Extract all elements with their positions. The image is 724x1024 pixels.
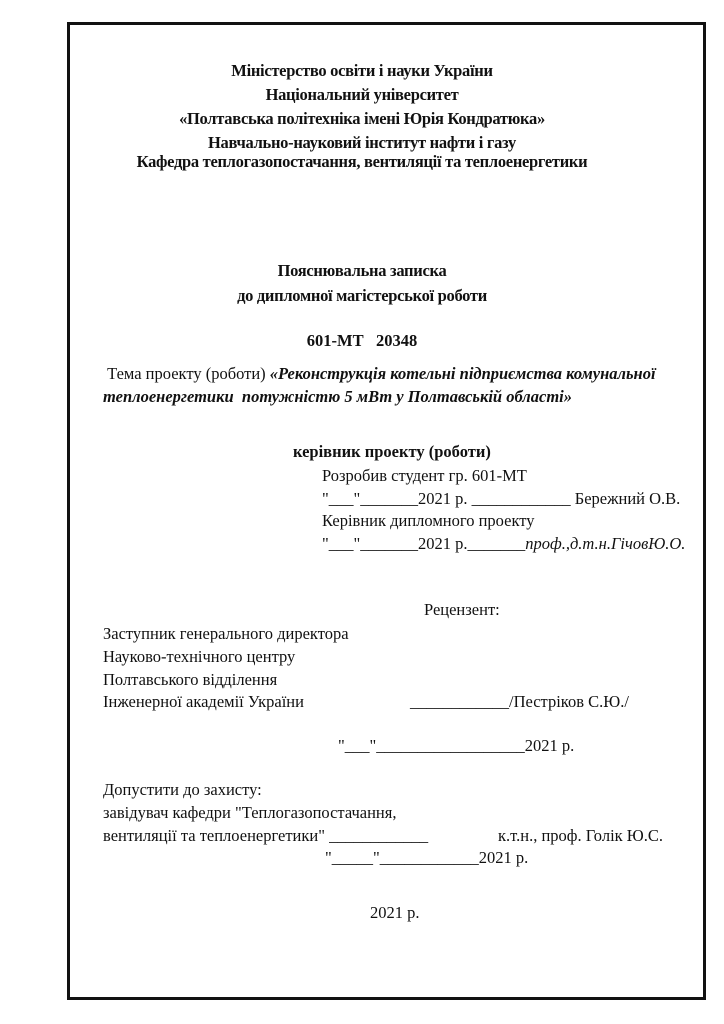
reviewer-position-line: Науково-технічного центру [103,647,296,666]
topic-value-part-2: теплоенергетики потужністю 5 мВт у Полтавській області» [103,387,573,406]
supervisor-heading: керівник проекту (роботи) [293,442,491,461]
topic-label: Тема проекту (роботи) [103,364,270,383]
topic-line-1 [103,364,697,384]
supervisor-signature-line [322,534,685,554]
university-name-line: «Полтавська політехніка імені Юрія Кондратюка» [179,109,545,128]
reviewer-date-line: "___"__________________2021 р. [338,736,575,755]
reviewer-signature: ____________/Пестріков С.Ю./ [410,692,629,711]
student-label: Розробив студент гр. 601-МТ [322,466,527,485]
footer-year: 2021 р. [370,903,420,922]
admission-line-2: вентиляції та теплоенергетики" ____________ [103,826,429,845]
reviewer-heading: Рецензент: [424,600,500,619]
supervisor-label: Керівник дипломного проекту [322,511,535,530]
document-title: Пояснювальна записка [277,261,447,280]
reviewer-position-line: Заступник генерального директора [103,624,349,643]
university-line: Національний університет [265,85,459,104]
admission-heading: Допустити до захисту: [103,780,262,799]
student-signature-line: "___"_______2021 р. ____________ Бережний О.В. [322,489,681,508]
admission-line-1: завідувач кафедри "Теплогазопостачання, [103,803,397,822]
supervisor-sign-prefix: "___"_______2021 р._______ [322,534,526,553]
admission-date-line: "_____"____________2021 р. [325,848,529,867]
department-line: Кафедра теплогазопостачання, вентиляції та теплоенергетики [136,152,588,171]
reviewer-position-line: Інженерної академії України [103,692,304,711]
ministry-line: Міністерство освіти і науки України [231,61,493,80]
document-code: 601-МТ 20348 [306,331,418,350]
document-subtitle: до дипломної магістерської роботи [237,286,487,305]
topic-value-part-1: «Реконструкція котельні підприємства комунальної [269,364,656,383]
reviewer-position-line: Полтавського відділення [103,670,278,689]
department-head-name: к.т.н., проф. Голік Ю.С. [498,826,664,845]
institute-line: Навчально-науковий інститут нафти і газу [208,133,516,152]
supervisor-name: проф.,д.т.н.ГічовЮ.О. [525,534,686,553]
